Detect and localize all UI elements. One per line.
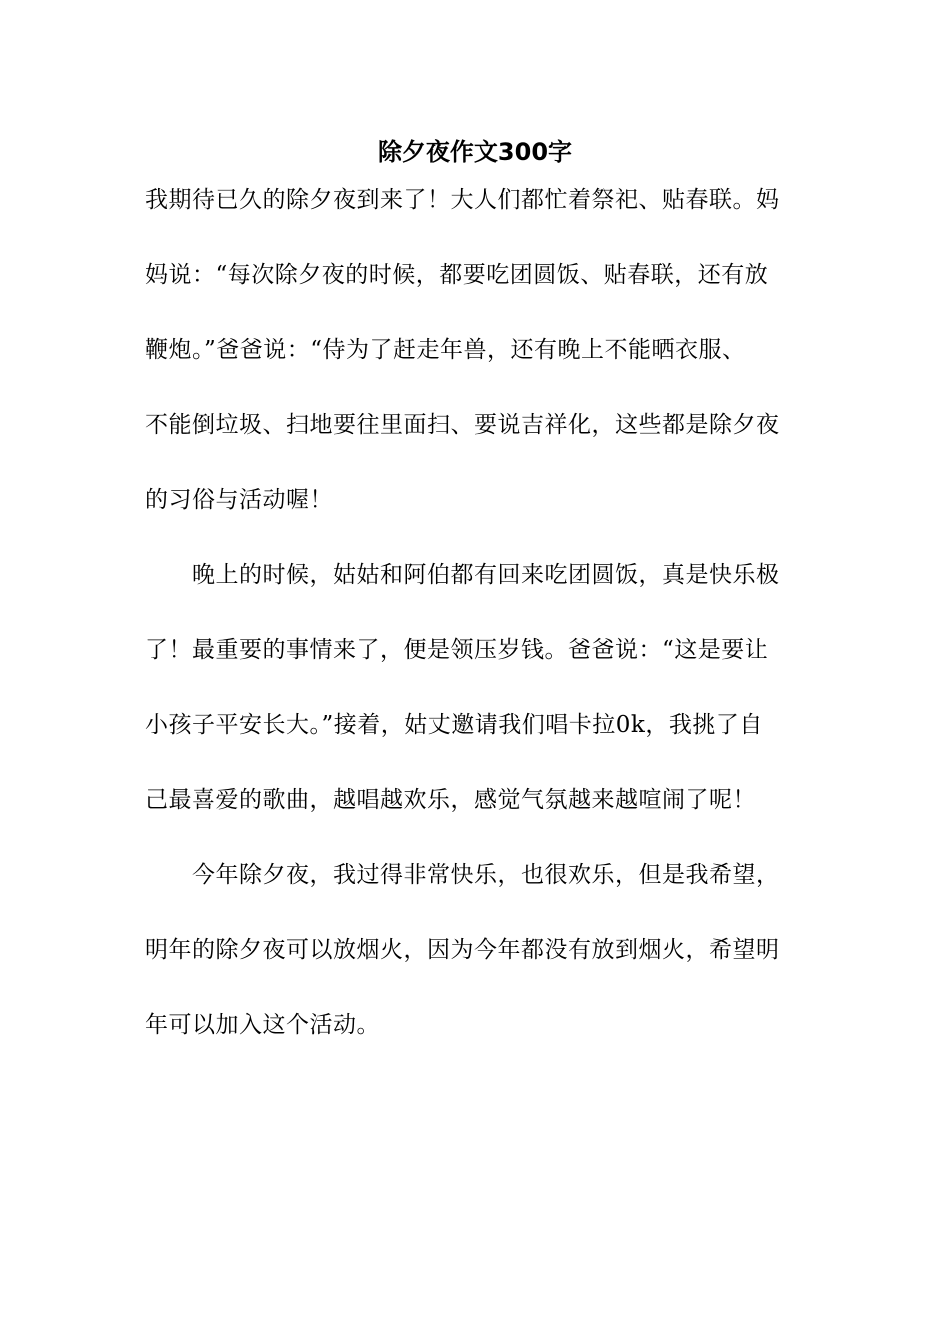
text-line: 年可以加入这个活动。 (145, 1012, 380, 1038)
document-title: 除夕夜作文300字 (377, 138, 573, 166)
text-line: 不能倒垃圾、扫地要往里面扫、要说吉祥化，这些都是除夕夜 (145, 412, 780, 438)
text-line: 己最喜爱的歌曲，越唱越欢乐，感觉气氛越来越喧闹了呢！ (145, 787, 756, 813)
text-line: 晚上的时候，姑姑和阿伯都有回来吃团圆饭，真是快乐极 (145, 562, 780, 588)
text-line: 了！最重要的事情来了，便是领压岁钱。爸爸说：“这是要让 (145, 637, 769, 663)
text-line: 明年的除夕夜可以放烟火，因为今年都没有放到烟火，希望明 (145, 937, 780, 963)
text-line: 小孩子平安长大。”接着，姑丈邀请我们唱卡拉0k，我挑了自 (145, 712, 763, 738)
text-line: 的习俗与活动喔！ (145, 487, 333, 513)
text-line: 我期待已久的除夕夜到来了！大人们都忙着祭祀、贴春联。妈 (145, 187, 780, 213)
text-line: 鞭炮。”爸爸说：“侍为了赶走年兽，还有晚上不能晒衣服、 (145, 337, 746, 363)
text-line: 妈说：“每次除夕夜的时候，都要吃团圆饭、贴春联，还有放 (145, 262, 769, 288)
text-line: 今年除夕夜，我过得非常快乐，也很欢乐，但是我希望， (145, 862, 780, 888)
